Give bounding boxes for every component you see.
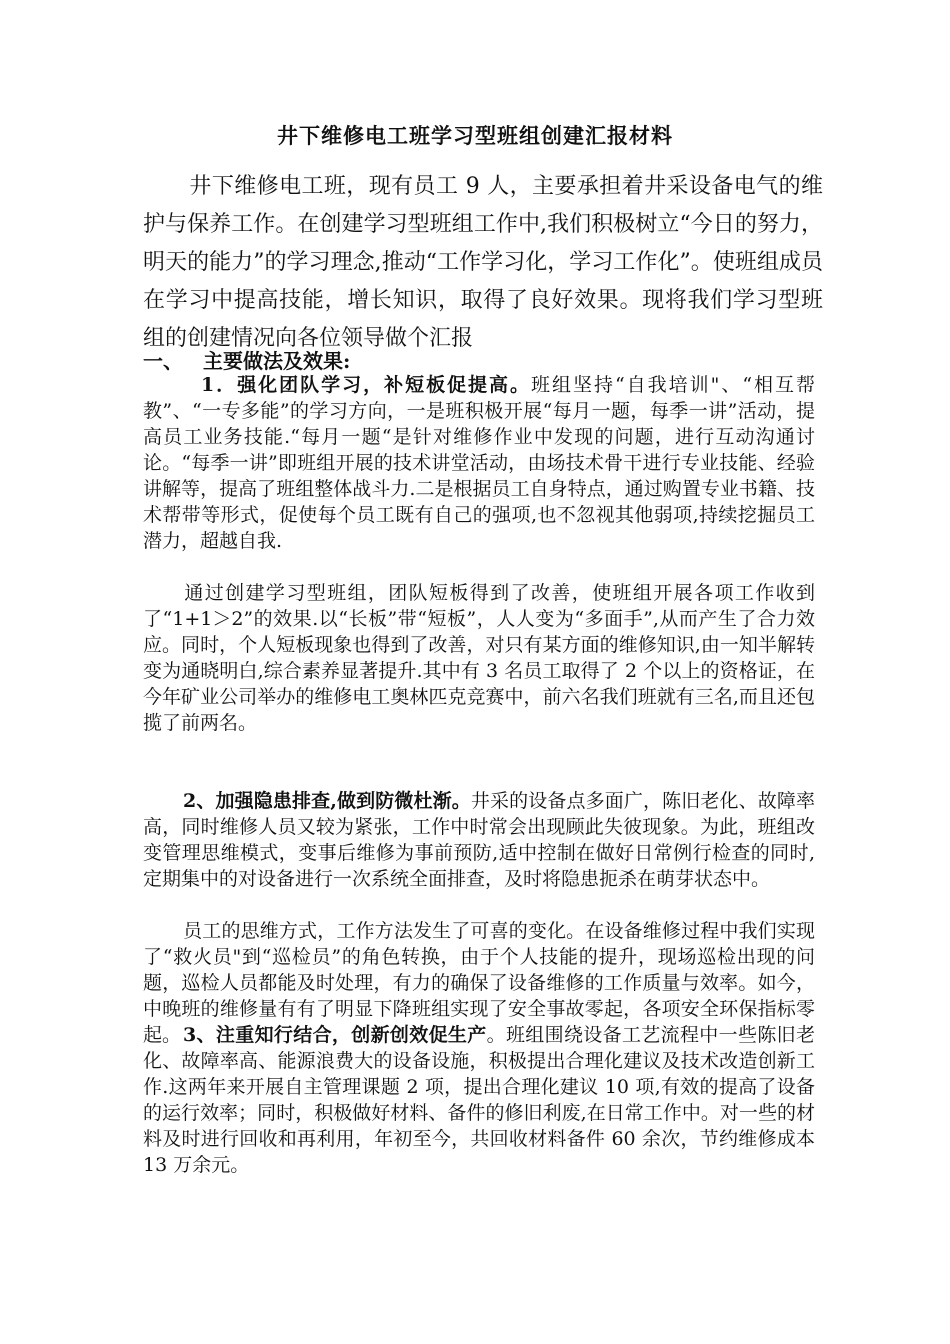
paragraph-3-lead: 2、加强隐患排查,做到防微杜渐。 — [183, 790, 471, 812]
paragraph-1 — [143, 372, 815, 554]
section-number: 一、 — [143, 349, 183, 373]
paragraph-3-text: 井采的设备点多面广，陈旧老化、故障率高，同时维修人员又较为紧张，工作中时常会出现顾此失彼现象。为此，班组改变管理思维模式，变事后维修为事前预防,适中控制在做好日常例行检查的同时,定期集中的对设备进行一次系统全面排查，及时将隐患扼杀在萌芽状态中。 — [143, 790, 815, 890]
paragraph-5-text: 。班组围绕设备工艺流程中一些陈旧老化、故障率高、能源浪费大的设备设施，积极提出合理化建议及技术改造创新工作.这两年来开展自主管理课题 2 项，提出合理化建议 10 项,有效的提高了设备的运行效率；同时，积极做好材料、备件的修旧利废,在日常工作中。对一些的材料及时进行回收和再利用，年初至今，共回收材料备件 60 余次，节约维修成本 13 万余元。 — [143, 1024, 815, 1176]
paragraph-4-text: 员工的思维方式，工作方法发生了可喜的变化。在设备维修过程中我们实现了“救火员"到“巡检员”的角色转换，由于个人技能的提升，现场巡检出现的问题，巡检人员都能及时处理，有力的确保了设备维修的工作质量与效率。如今，中晚班的维修量有有了明显下降班组实现了安全事故零起，各项安全环保指标零起。 — [143, 920, 815, 1046]
document-title: 井下维修电工班学习型班组创建汇报材料 — [277, 123, 673, 148]
paragraph-5 — [143, 1022, 815, 1178]
paragraph-2 — [143, 580, 815, 736]
intro-text: 井下维修电工班，现有员工 9 人，主要承担着井采设备电气的维护与保养工作。在创建学习型班组工作中,我们积极树立“今日的努力，明天的能力”的学习理念,推动“工作学习化，学习工作化”。使班组成员在学习中提高技能，增长知识，取得了良好效果。现将我们学习型班组的创建情况向各位领导做个汇报 — [143, 174, 823, 351]
paragraph-5-lead: 3、注重知行结合，创新创效促生产 — [183, 1024, 487, 1046]
intro-paragraph — [143, 168, 823, 358]
paragraph-2-text: 通过创建学习型班组，团队短板得到了改善，使班组开展各项工作收到了“1+1＞2”的效果.以“长板”带“短板”，人人变为“多面手”,从而产生了合力效应。同时，个人短板现象也得到了改善，对只有某方面的维修知识,由一知半解转变为通晓明白,综合素养显著提升.其中有 3 名员工取得了 2 个以上的资格证，在今年矿业公司举办的维修电工奥林匹克竞赛中，前六名我们班就有三名,而且还包揽了前两名。 — [143, 582, 815, 734]
paragraph-3 — [143, 788, 815, 892]
paragraph-1-lead: 1．强化团队学习，补短板促提高。 — [201, 374, 532, 396]
section-title: 主要做法及效果: — [203, 349, 351, 373]
paragraph-1-text: 班组坚持“自我培训"、“相互帮教”、“一专多能”的学习方向，一是班积极开展“每月一题，每季一讲”活动，提高员工业务技能.“每月一题“是针对维修作业中发现的问题，进行互动沟通讨论。“每季一讲”即班组开展的技术讲堂活动，由场技术骨干进行专业技能、经验讲解等，提高了班组整体战斗力.二是根据员工自身特点，通过购置专业书籍、技术帮带等形式，促使每个员工既有自己的强项,也不忽视其他弱项,持续挖掘员工潜力，超越自我. — [143, 374, 815, 552]
section-heading — [143, 345, 350, 374]
